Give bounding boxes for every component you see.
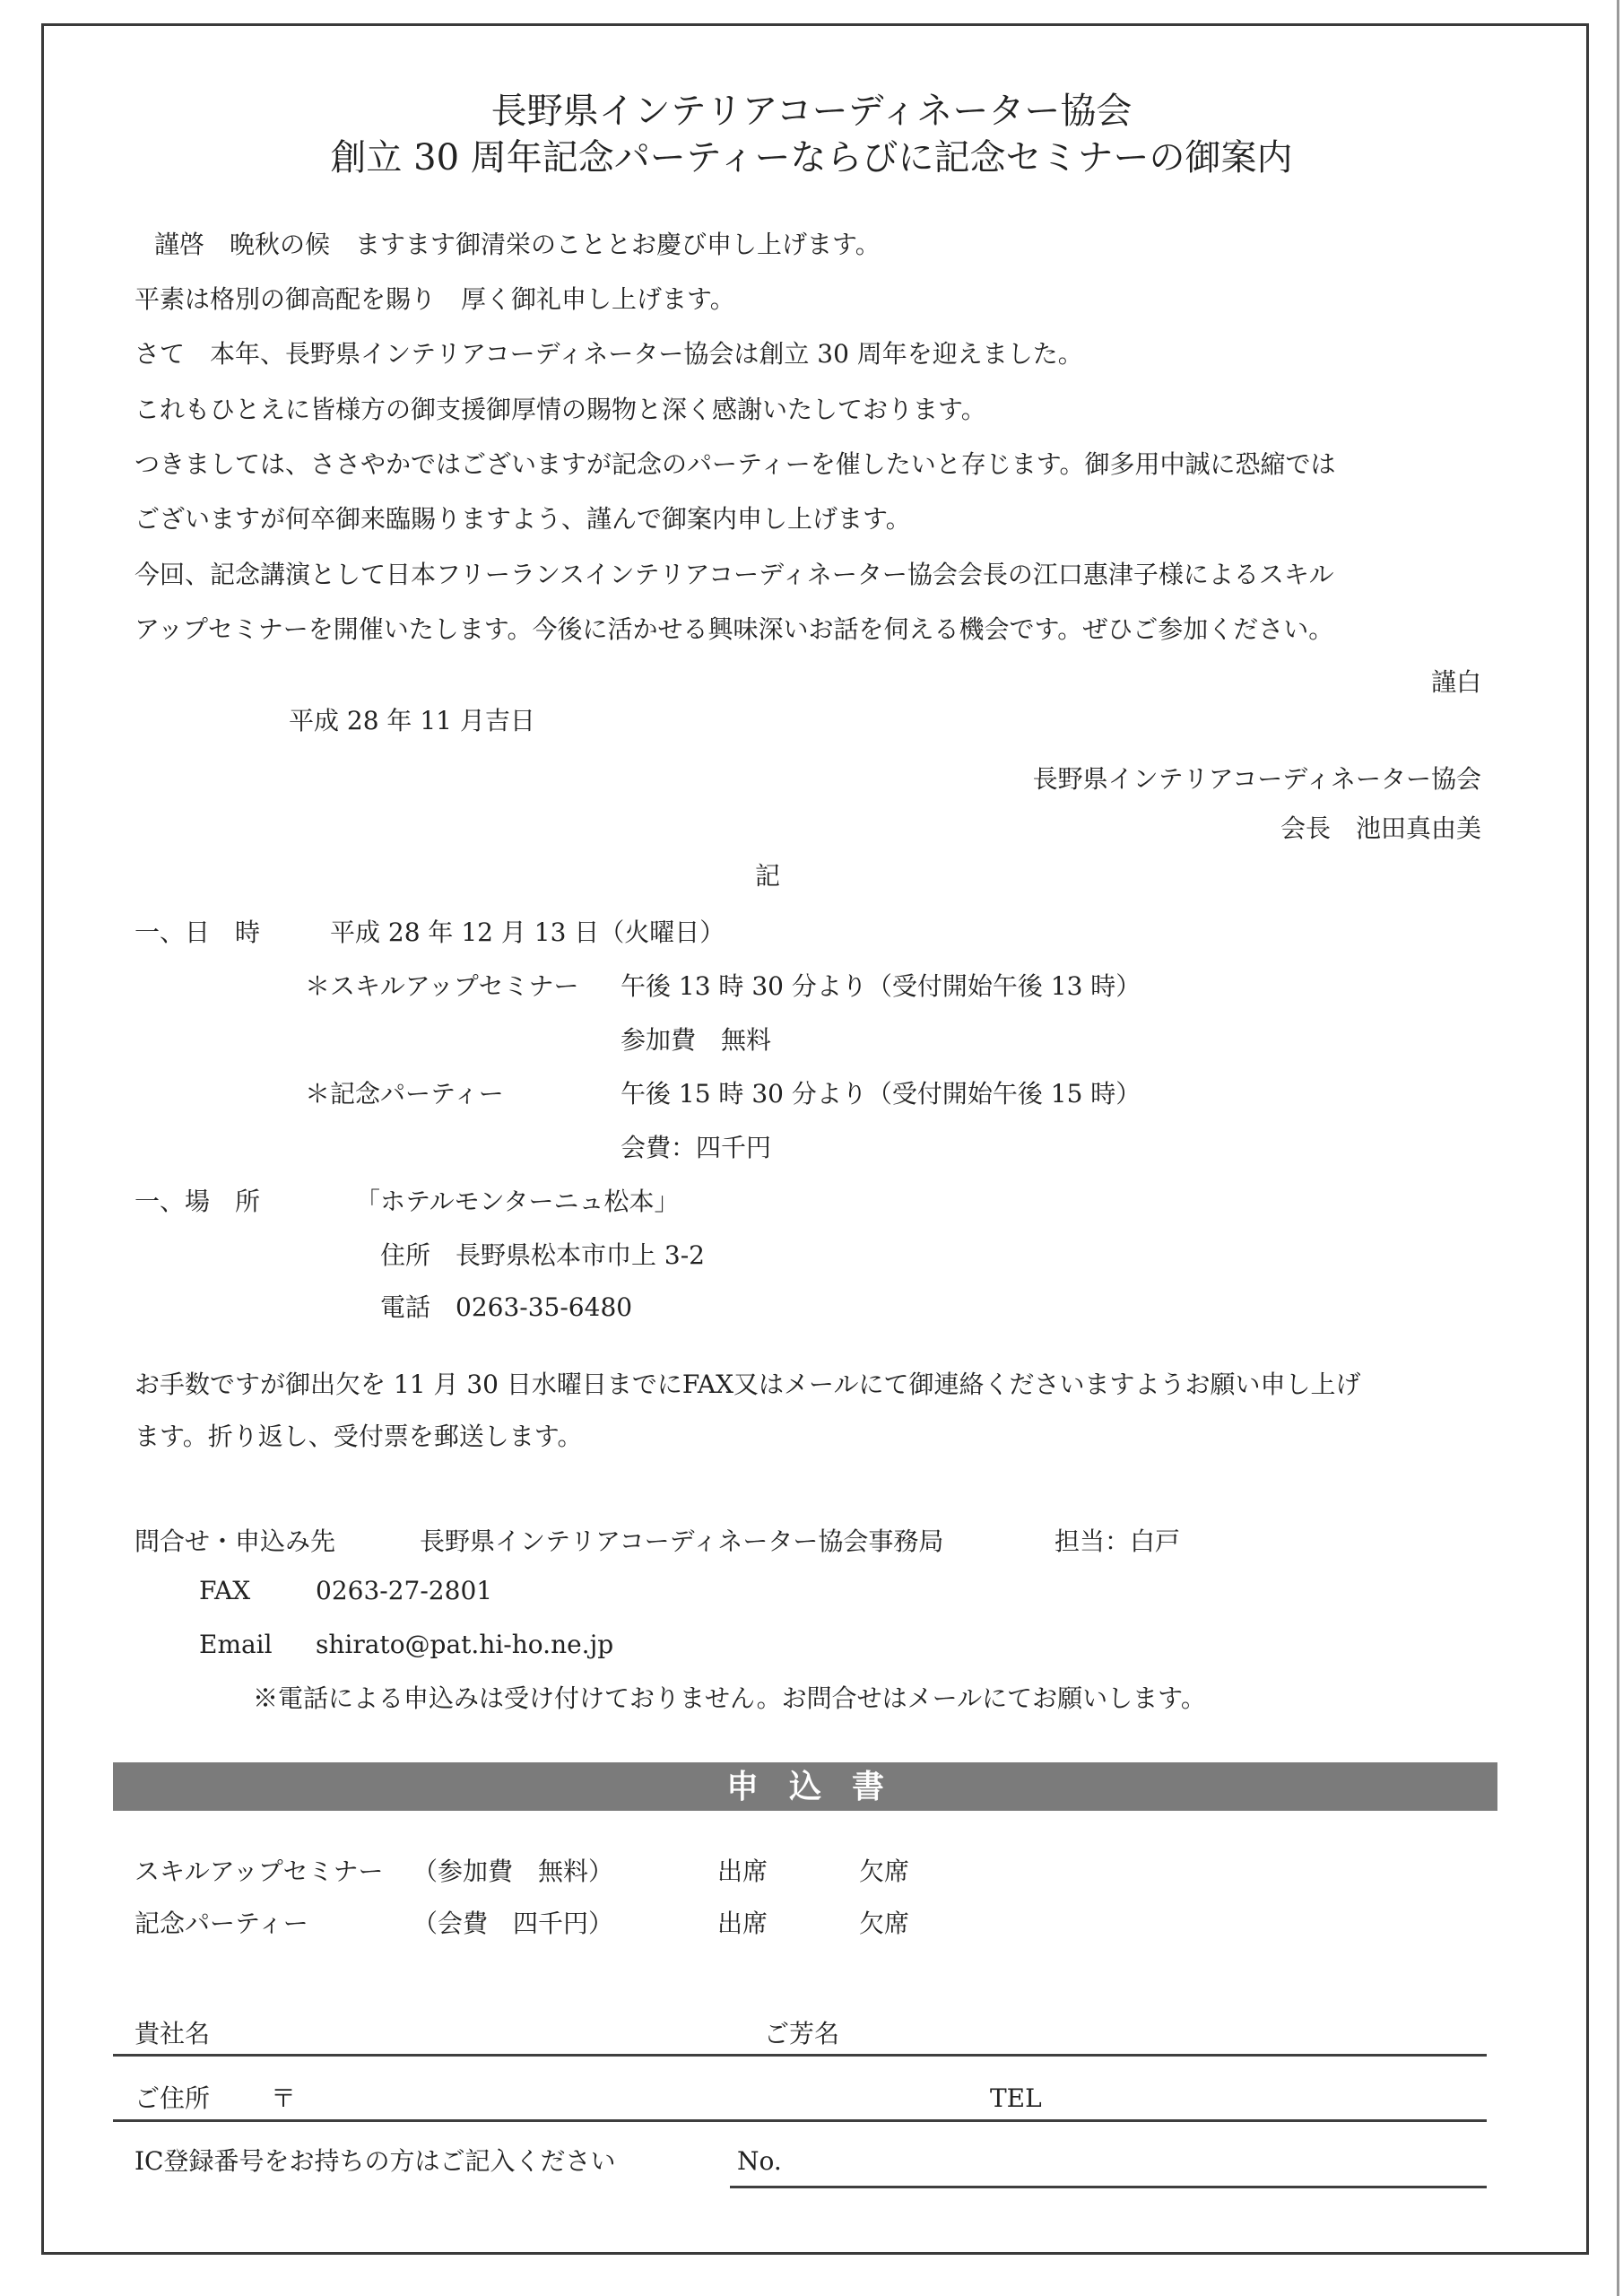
party-time: 午後 15 時 30 分より（受付開始午後 15 時） bbox=[621, 1079, 1141, 1109]
letter-date: 平成 28 年 11 月吉日 bbox=[289, 706, 535, 735]
form-party-fee: （会費 四千円） bbox=[412, 1909, 614, 1938]
application-banner bbox=[113, 1762, 1497, 1811]
form-seminar-event: スキルアップセミナー bbox=[135, 1857, 384, 1886]
email-address[interactable]: shirato@pat.hi-ho.ne.jp bbox=[316, 1630, 614, 1659]
datetime-value: 平成 28 年 12 月 13 日（火曜日） bbox=[330, 918, 725, 947]
party-absent-option[interactable]: 欠席 bbox=[859, 1909, 910, 1938]
postal-mark: 〒 bbox=[271, 2083, 297, 2113]
seminar-fee: 参加費 無料 bbox=[621, 1025, 772, 1055]
venue-address: 住所 長野県松本市巾上 3-2 bbox=[380, 1240, 705, 1270]
ki-heading: 記 bbox=[755, 861, 781, 891]
party-fee: 会費：四千円 bbox=[621, 1133, 772, 1162]
body-line: これもひとえに皆様方の御支援御厚情の賜物と深く感謝いたしております。 bbox=[135, 395, 986, 424]
body-line: 平素は格別の御高配を賜り 厚く御礼申し上げます。 bbox=[135, 284, 735, 314]
page-edge bbox=[1617, 0, 1619, 2296]
fax-number: 0263-27-2801 bbox=[316, 1576, 493, 1605]
greeting-line: 謹啓 晩秋の候 ますます御清栄のこととお慶び申し上げます。 bbox=[154, 230, 881, 259]
contact-heading: 問合せ・申込み先 bbox=[135, 1526, 336, 1556]
datetime-label: 一、日 時 bbox=[135, 918, 261, 947]
company-name-label: 貴社名 bbox=[135, 2019, 211, 2048]
form-party-event: 記念パーティー bbox=[135, 1909, 308, 1938]
ic-number-prefix: No. bbox=[737, 2146, 782, 2176]
title-line-1: 長野県インテリアコーディネーター協会 bbox=[490, 91, 1133, 132]
venue-phone: 電話 0263-35-6480 bbox=[380, 1292, 633, 1322]
seminar-absent-option[interactable]: 欠席 bbox=[859, 1857, 910, 1886]
company-name-field-line[interactable] bbox=[113, 2054, 1487, 2057]
sender-organization: 長野県インテリアコーディネーター協会 bbox=[1032, 764, 1481, 794]
attendee-name-label: ご芳名 bbox=[764, 2019, 840, 2048]
tel-label: TEL bbox=[990, 2083, 1042, 2113]
rsvp-line-2: ます。折り返し、受付票を郵送します。 bbox=[135, 1422, 583, 1451]
title-line-2: 創立 30 周年記念パーティーならびに記念セミナーの御案内 bbox=[330, 137, 1293, 178]
party-label: ＊記念パーティー bbox=[305, 1079, 504, 1109]
phone-notice: ※電話による申込みは受け付けておりません。お問合せはメールにてお願いします。 bbox=[253, 1683, 1206, 1713]
ic-number-label: IC登録番号をお持ちの方はご記入ください bbox=[135, 2146, 616, 2176]
email-label: Email bbox=[199, 1630, 273, 1659]
seminar-attend-option[interactable]: 出席 bbox=[717, 1857, 768, 1886]
seminar-label: ＊スキルアップセミナー bbox=[305, 971, 579, 1001]
seminar-time: 午後 13 時 30 分より（受付開始午後 13 時） bbox=[621, 971, 1141, 1001]
address-label: ご住所 bbox=[135, 2083, 211, 2113]
venue-label: 一、場 所 bbox=[135, 1187, 261, 1216]
address-field-line[interactable] bbox=[113, 2119, 1487, 2122]
sender-name: 会長 池田真由美 bbox=[1280, 813, 1481, 843]
body-line: さて 本年、長野県インテリアコーディネーター協会は創立 30 周年を迎えました。 bbox=[135, 339, 1083, 369]
body-line: ございますが何卒御来臨賜りますよう、謹んで御案内申し上げます。 bbox=[135, 504, 911, 534]
fax-label: FAX bbox=[199, 1576, 251, 1605]
contact-office: 長野県インテリアコーディネーター協会事務局 bbox=[420, 1526, 944, 1556]
body-line: アップセミナーを開催いたします。今後に活かせる興味深いお話を伺える機会です。ぜひご参加ください。 bbox=[135, 614, 1334, 644]
rsvp-line-1: お手数ですが御出欠を 11 月 30 日水曜日までにFAX又はメールにて御連絡くださいますようお願い申し上げ bbox=[135, 1370, 1361, 1399]
ic-number-field-line[interactable] bbox=[730, 2186, 1487, 2188]
body-line: 今回、記念講演として日本フリーランスインテリアコーディネーター協会会長の江口惠津子様によるスキル bbox=[135, 560, 1334, 589]
application-banner-title: 申込書 bbox=[725, 1768, 915, 1805]
venue-name: 「ホテルモンターニュ松本」 bbox=[355, 1187, 680, 1216]
form-seminar-fee: （参加費 無料） bbox=[412, 1857, 614, 1886]
closing-kinpaku: 謹白 bbox=[1430, 667, 1481, 697]
party-attend-option[interactable]: 出席 bbox=[717, 1909, 768, 1938]
contact-person: 担当：白戸 bbox=[1055, 1526, 1181, 1556]
body-line: つきましては、ささやかではございますが記念のパーティーを催したいと存じます。御多用中誠に恐縮では bbox=[135, 449, 1336, 479]
